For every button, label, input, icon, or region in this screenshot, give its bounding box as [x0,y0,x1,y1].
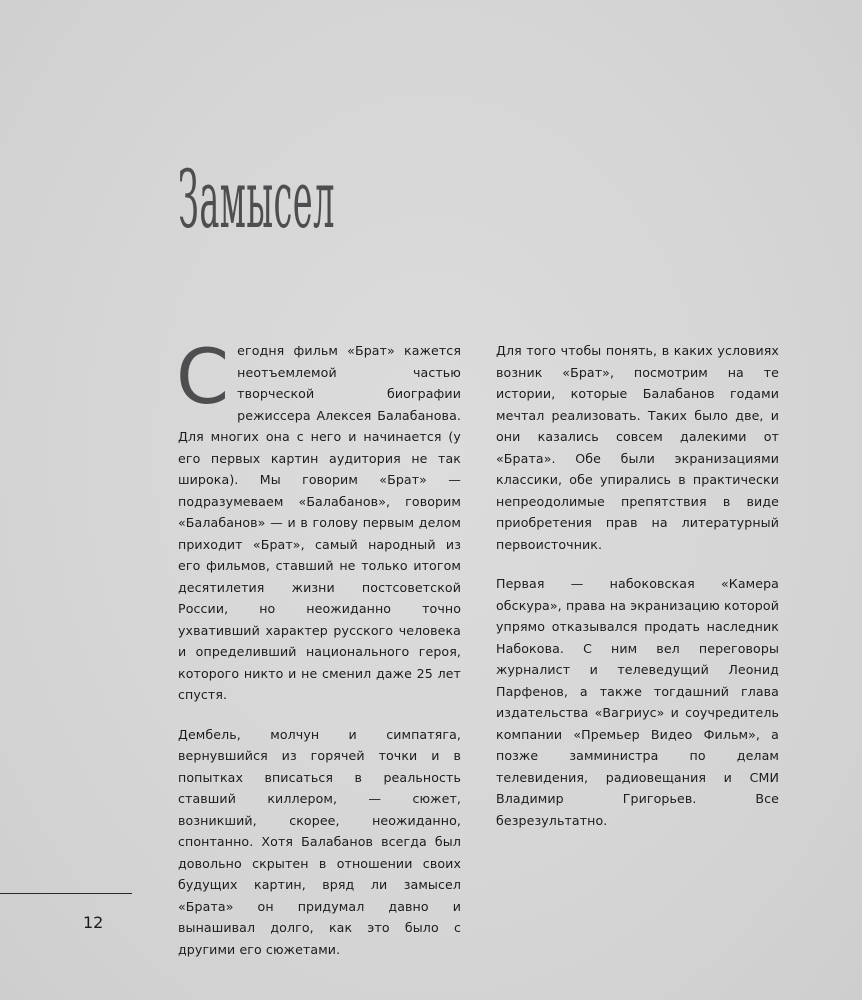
paragraph-4: Первая — набоковская «Камера обскура», права на экранизацию которой упрямо отказывался продать наследник Набокова. С ним вел переговоры журналист и телеведущий Леонид Парфенов, а также тогдашний глава издательства «Вагриус» и соучредитель компании «Премьер Видео Фильм», а позже замминистра по делам телевидения, радиовещания и СМИ Владимир Григорьев. Все безрезультатно. [496,576,779,828]
drop-cap: С [176,332,230,421]
right-column [496,340,779,849]
left-column [176,332,461,978]
chapter-title: Замысел [178,153,335,246]
paragraph-2: Дембель, молчун и симпатяга, вернувшийся из горячей точки и в попытках вписаться в реальность ставший киллером, — сюжет, возникший, скорее, неожиданно, спонтанно. Хотя Балабанов всегда был довольно скрытен в отношении своих будущих картин, вряд ли замысел «Брата» он придумал давно и вынашивал долго, как это было с другими его сюжетами. [178,726,461,957]
footer-rule [0,893,132,894]
paragraph-1 [176,332,461,706]
paragraph-1-text: егодня фильм «Брат» кажется неотъемлемой частью творческой биографии режиссера Алексея Балабанова. Для многих она с него и начинается (у его первых картин аудитория не так широка). Мы говорим «Брат» — подразумеваем «Балабанов», говорим «Балабанов» — и в голову первым делом приходит «Брат», самый народный из его фильмов, ставший не только итогом десятилетия жизни постсоветской России, но неожиданно точно ухвативший характер русского человека и определивший национального героя, которого никто и не сменил даже 25 лет спустя. [178,343,461,702]
page-number: 12 [83,913,104,932]
paragraph-3: Для того чтобы понять, в каких условиях возник «Брат», посмотрим на те истории, которые Балабанов годами мечтал реализовать. Таких было две, и они казались совсем далекими от «Брата». Обе были экранизациями классики, обе упирались в практически непреодолимые препятствия в виде приобретения прав на литературный первоисточник. [496,343,779,552]
